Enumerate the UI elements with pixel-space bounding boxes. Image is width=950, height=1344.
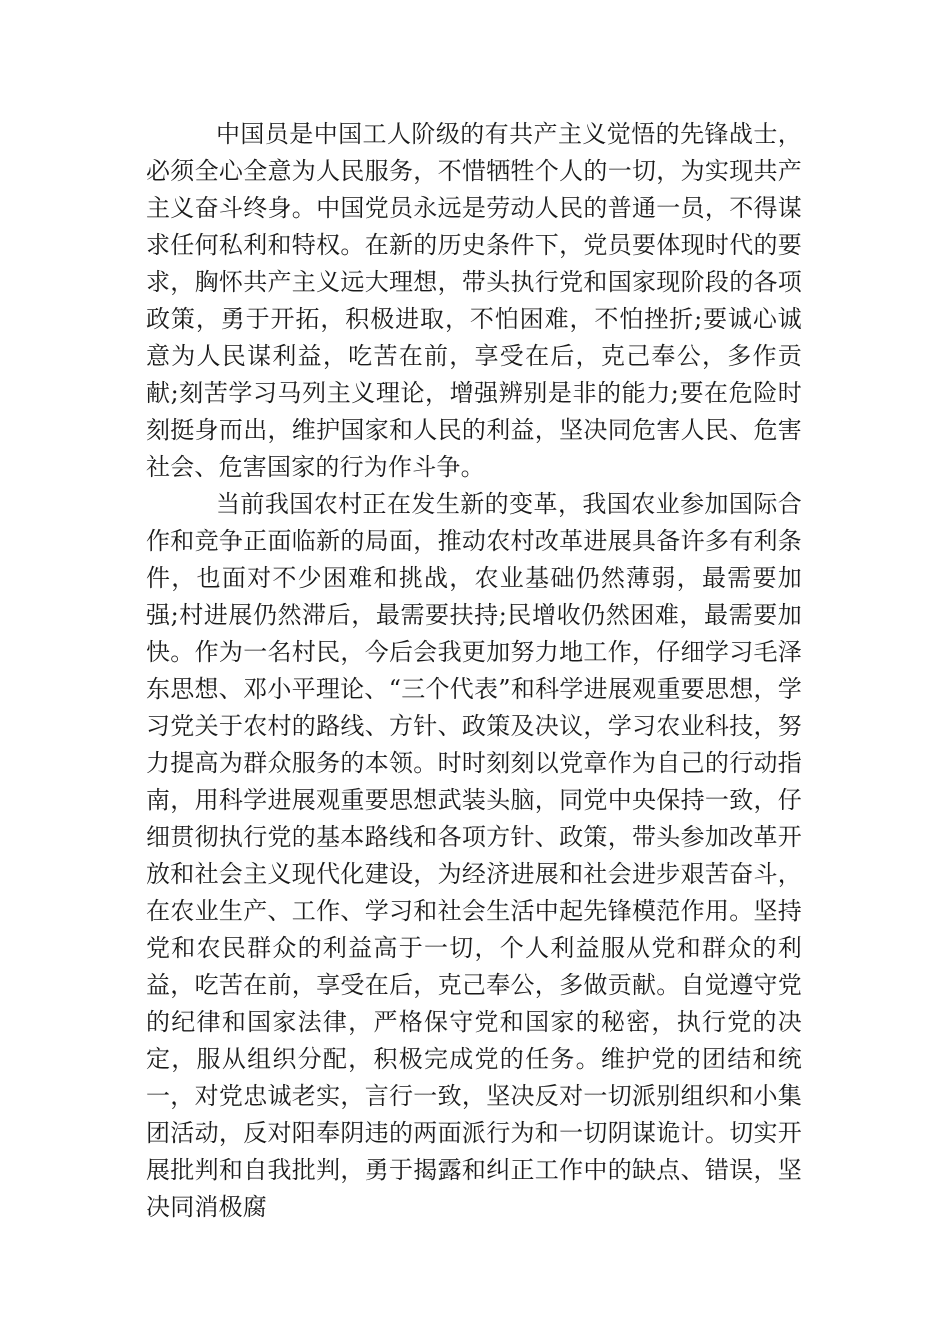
paragraph-1: 中国员是中国工人阶级的有共产主义觉悟的先锋战士，必须全心全意为人民服务，不惜牺牲个人的一切，为实现共产主义奋斗终身。中国党员永远是劳动人民的普通一员，不得谋求任何私利和特权。在新的历史条件下，党员要体现时代的要求，胸怀共产主义远大理想，带头执行党和国家现阶段的各项政策，勇于开拓，积极进取，不怕困难，不怕挫折;要诚心诚意为人民谋利益，吃苦在前，享受在后，克己奉公，多作贡献;刻苦学习马列主义理论，增强辨别是非的能力;要在危险时刻挺身而出，维护国家和人民的利益，坚决同危害人民、危害社会、危害国家的行为作斗争。 — [146, 120, 802, 481]
paragraph-2: 当前我国农村正在发生新的变革，我国农业参加国际合作和竞争正面临新的局面，推动农村改革进展具备许多有利条件，也面对不少困难和挑战，农业基础仍然薄弱，最需要加强;村进展仍然滞后，最需要扶持;民增收仍然困难，最需要加快。作为一名村民，今后会我更加努力地工作，仔细学习毛泽东思想、邓小平理论、“三个代表”和科学进展观重要思想，学习党关于农村的路线、方针、政策及决议，学习农业科技，努力提高为群众服务的本领。时时刻刻以党章作为自己的行动指南，用科学进展观重要思想武装头脑，同党中央保持一致，仔细贯彻执行党的基本路线和各项方针、政策，带头参加改革开放和社会主义现代化建设，为经济进展和社会进步艰苦奋斗，在农业生产、工作、学习和社会生活中起先锋模范作用。坚持党和农民群众的利益高于一切，个人利益服从党和群众的利益，吃苦在前，享受在后，克己奉公，多做贡献。自觉遵守党的纪律和国家法律，严格保守党和国家的秘密，执行党的决定，服从组织分配，积极完成党的任务。维护党的团结和统一，对党忠诚老实，言行一致，坚决反对一切派别组织和小集团活动，反对阳奉阴违的两面派行为和一切阴谋诡计。切实开展批判和自我批判，勇于揭露和纠正工作中的缺点、错误，坚决同消极腐 — [146, 490, 802, 1221]
document-body — [146, 116, 802, 1226]
